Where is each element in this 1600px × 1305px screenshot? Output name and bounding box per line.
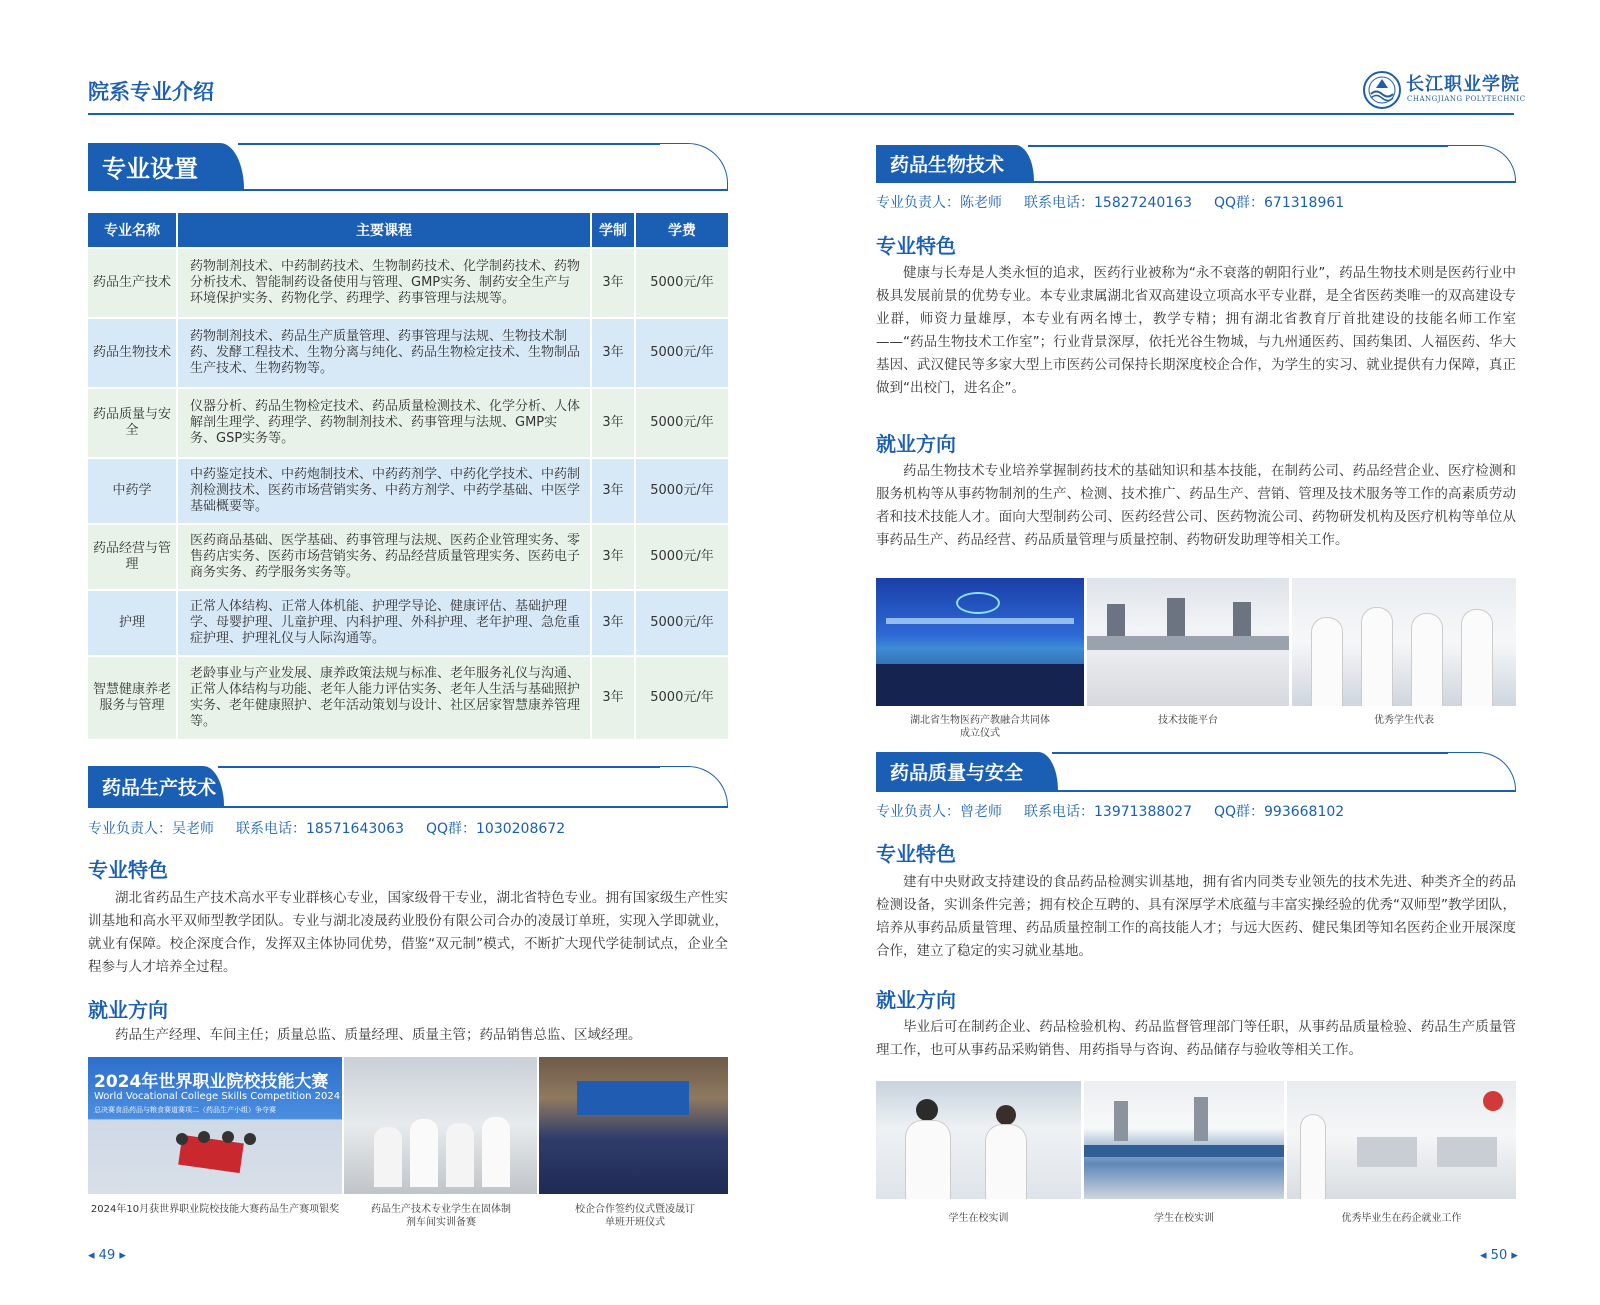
- feature-text: 建有中央财政支持建设的食品药品检测实训基地，拥有省内同类专业领先的技术先进、种类齐全的药品检测设备，实训条件完善；拥有校企互聘的、具有深厚学术底蕴与丰富实操经验的优秀“双师型”教学团队，培养从事药品质量管理、药品质量控制工作的高技能人才；与远大医药、健民集团等知名医药企业开展深度合作，建立了稳定的实习就业基地。: [876, 874, 1516, 959]
- header-rule: [88, 113, 1514, 115]
- lab-platform-photo: [1087, 578, 1289, 706]
- column-header: 主要课程: [178, 213, 592, 247]
- photo-caption: 2024年10月获世界职业院校技能大赛药品生产赛项银奖: [90, 1204, 340, 1215]
- contact-phone: 联系电话：15827240163: [1024, 195, 1192, 211]
- courses-cell: 仪器分析、药品生物检定技术、药品质量检测技术、化学分析、人体解剖生理学、药理学、药物制剂技术、药事管理与法规、GMP实务、GSP实务等。: [178, 387, 592, 457]
- courses-cell: 中药鉴定技术、中药炮制技术、中药药剂学、中药化学技术、中药制剂检测技术、医药市场营销实务、中药方剂学、中药学基础、中医学基础概要等。: [178, 457, 592, 523]
- years-cell: 3年: [592, 655, 636, 739]
- major-contact: [88, 818, 587, 838]
- workshop-photo: [344, 1057, 537, 1194]
- table-row: [88, 655, 728, 739]
- career-text: 毕业后可在制药企业、药品检验机构、药品监督管理部门等任职，从事药品质量检验、药品生产质量管理工作，也可从事药品采购销售、用药指导与咨询、药品储存与验收等相关工作。: [876, 1019, 1516, 1058]
- logo-chinese: 长江职业学院: [1406, 74, 1520, 95]
- photo-banner-english: World Vocational College Skills Competition 2024: [94, 1091, 341, 1102]
- student-training-photo-2: [1084, 1081, 1284, 1199]
- fee-cell: 5000元/年: [636, 589, 728, 655]
- major-contact: [876, 192, 1366, 212]
- photo-caption: 校企合作签约仪式暨凌晟订单班开班仪式: [575, 1204, 695, 1228]
- years-cell: 3年: [592, 589, 636, 655]
- photo-banner-sub: 总决赛食品药品与粮食赛道赛项二（药品生产小组）争夺赛: [94, 1106, 276, 1114]
- major-lead: 专业负责人：陈老师: [876, 195, 1002, 211]
- courses-cell: 老龄事业与产业发展、康养政策法规与标准、老年服务礼仪与沟通、正常人体结构与功能、老年人能力评估实务、老年人生活与基础照护实务、老年健康照护、老年活动策划与设计、社区居家智慧康养管理等。: [178, 655, 592, 739]
- header-title: 院系专业介绍: [88, 80, 214, 104]
- students-group: [172, 1129, 260, 1189]
- feature-heading: 专业特色: [876, 234, 956, 258]
- fee-cell: 5000元/年: [636, 457, 728, 523]
- fee-cell: 5000元/年: [636, 317, 728, 387]
- section-title: 专业设置: [88, 143, 244, 189]
- years-cell: 3年: [592, 247, 636, 317]
- graduate-work-photo: [1287, 1081, 1516, 1199]
- career-heading: 就业方向: [876, 988, 956, 1012]
- courses-cell: 药物制剂技术、中药制药技术、生物制药技术、化学制药技术、药物分析技术、智能制药设备使用与管理、GMP实务、制药安全生产与环境保护实务、药物化学、药理学、药事管理与法规等。: [178, 247, 592, 317]
- qq-group: QQ群：993668102: [1213, 804, 1345, 820]
- ceremony-photo: [539, 1057, 728, 1194]
- major-name-cell: 护理: [88, 589, 178, 655]
- career-text: 药品生物技术专业培养掌握制药技术的基础知识和基本技能，在制药公司、药品经营企业、医疗检测和服务机构等从事药物制剂的生产、检测、技术推广、药品生产、营销、管理及技术服务等工作的高素质劳动者和技术技能人才。面向大型制药公司、医药经营公司、医药物流公司、药物研发机构及医疗机构等单位从事药品生产、药品经营、药品质量管理与质量控制、药物研发助理等相关工作。: [876, 463, 1516, 548]
- column-header: 专业名称: [88, 213, 178, 247]
- career-heading: 就业方向: [88, 998, 168, 1022]
- major-title: 药品质量与安全: [876, 752, 1058, 790]
- contact-phone: 联系电话：18571643063: [236, 821, 404, 837]
- photo-caption: 优秀学生代表: [1374, 715, 1434, 726]
- photo-caption: 学生在校实训: [1154, 1213, 1214, 1224]
- major-name-cell: 药品质量与安全: [88, 387, 178, 457]
- major-name-cell: 药品生物技术: [88, 317, 178, 387]
- table-row: [88, 523, 728, 589]
- section-header-pharma-quality: [876, 752, 1516, 792]
- column-header: 学制: [592, 213, 636, 247]
- major-name-cell: 中药学: [88, 457, 178, 523]
- page-number-right: ◂ 50 ▸: [1480, 1248, 1518, 1263]
- photo-caption: 学生在校实训: [948, 1213, 1009, 1224]
- column-header: 学费: [636, 213, 728, 247]
- major-title: 药品生产技术: [88, 766, 224, 806]
- students-lab-photo: [1292, 578, 1516, 706]
- contact-phone: 联系电话：13971388027: [1024, 804, 1192, 820]
- stage-screen: [577, 1081, 689, 1115]
- feature-text: 健康与长寿是人类永恒的追求，医药行业被称为“永不衰落的朝阳行业”，药品生物技术则是医药行业中极具发展前景的优势专业。本专业隶属湖北省双高建设立项高水平专业群，是全省医药类唯一的双高建设专业群，师资力量雄厚，本专业有两名博士，教学专精；拥有湖北省教育厅首批建设的技能名师工作室——“药品生物技术工作室”；行业背景深厚，依托光谷生物城，与九州通医药、国药集团、人福医药、华大基因、武汉健民等多家大型上市医药公司保持长期深度校企合作，为学生的实习、就业提供有力保障，真正做到“出校门，进名企”。: [876, 265, 1516, 396]
- major-contact: [876, 801, 1366, 821]
- years-cell: 3年: [592, 523, 636, 589]
- logo-english: CHANGJIANG POLYTECHNIC: [1407, 95, 1526, 103]
- qq-group: QQ群：671318961: [1213, 195, 1345, 211]
- major-lead: 专业负责人：曾老师: [876, 804, 1002, 820]
- feature-heading: 专业特色: [876, 842, 956, 866]
- biopharma-ceremony-photo: [876, 578, 1084, 706]
- screen-emblem: [956, 592, 1000, 614]
- years-cell: 3年: [592, 317, 636, 387]
- section-header-pharma-production: [88, 766, 728, 808]
- career-text: 药品生产经理、车间主任；质量总监、质量经理、质量主管；药品销售总监、区域经理。: [115, 1027, 642, 1043]
- feature-heading: 专业特色: [88, 858, 168, 882]
- students-in-suits: [374, 1107, 514, 1187]
- major-title: 药品生物技术: [876, 145, 1034, 181]
- photo-caption: 技术技能平台: [1158, 715, 1218, 726]
- years-cell: 3年: [592, 457, 636, 523]
- photo-banner-title: 2024年世界职业院校技能大赛: [94, 1072, 329, 1092]
- audience: [876, 664, 1084, 706]
- major-lead: 专业负责人：吴老师: [88, 821, 214, 837]
- career-heading: 就业方向: [876, 432, 956, 456]
- table-row: [88, 387, 728, 457]
- college-logo: [1362, 68, 1526, 112]
- photo-caption: 湖北省生物医药产教融合共同体成立仪式: [910, 715, 1050, 739]
- major-name-cell: 智慧健康养老服务与管理: [88, 655, 178, 739]
- major-name-cell: 药品生产技术: [88, 247, 178, 317]
- table-row: [88, 317, 728, 387]
- competition-photo: [88, 1057, 342, 1194]
- fee-cell: 5000元/年: [636, 523, 728, 589]
- fee-cell: 5000元/年: [636, 387, 728, 457]
- table-row: [88, 247, 728, 317]
- photo-caption: 优秀毕业生在药企就业工作: [1341, 1213, 1462, 1224]
- college-emblem-icon: [1362, 70, 1402, 110]
- years-cell: 3年: [592, 387, 636, 457]
- section-header-majors: [88, 143, 728, 191]
- majors-table: [88, 213, 728, 739]
- qq-group: QQ群：1030208672: [425, 821, 566, 837]
- courses-cell: 正常人体结构、正常人体机能、护理学导论、健康评估、基础护理学、母婴护理、儿童护理、内科护理、外科护理、老年护理、急危重症护理、护理礼仪与人际沟通等。: [178, 589, 592, 655]
- fee-cell: 5000元/年: [636, 655, 728, 739]
- courses-cell: 医药商品基础、医学基础、药事管理与法规、医药企业管理实务、零售药店实务、医药市场营销实务、药品经营质量管理实务、医药电子商务实务、药学服务实务等。: [178, 523, 592, 589]
- fee-cell: 5000元/年: [636, 247, 728, 317]
- section-header-pharma-biotech: [876, 145, 1516, 183]
- page-number-left: ◂ 49 ▸: [88, 1248, 126, 1263]
- table-row: [88, 457, 728, 523]
- major-name-cell: 药品经营与管理: [88, 523, 178, 589]
- student-training-photo-1: [876, 1081, 1081, 1199]
- table-row: [88, 589, 728, 655]
- courses-cell: 药物制剂技术、药品生产质量管理、药事管理与法规、生物技术制药、发酵工程技术、生物分离与纯化、药品生物检定技术、生物制品生产技术、生物药物等。: [178, 317, 592, 387]
- table-header-row: [88, 213, 728, 247]
- feature-text: 湖北省药品生产技术高水平专业群核心专业，国家级骨干专业，湖北省特色专业。拥有国家级生产性实训基地和高水平双师型教学团队。专业与湖北凌晟药业股份有限公司合办的凌晟订单班，实现入学即就业，就业有保障。校企深度合作，发挥双主体协同优势，借鉴“双元制”模式，不断扩大现代学徒制试点，企业全程参与人才培养全过程。: [88, 890, 728, 975]
- photo-caption: 药品生产技术专业学生在固体制剂车间实训备赛: [371, 1204, 511, 1228]
